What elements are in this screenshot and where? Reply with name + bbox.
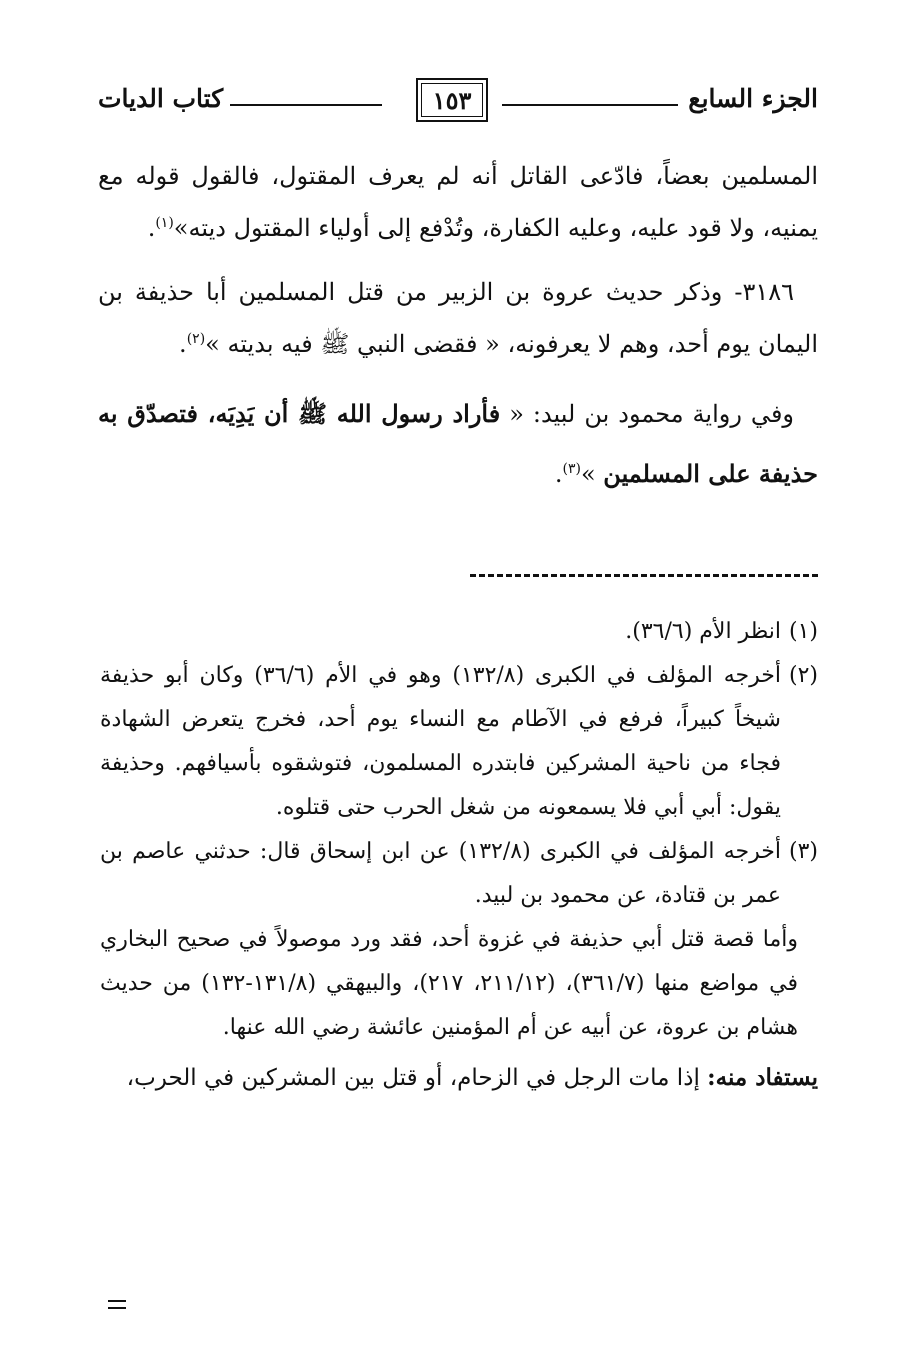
paragraph-2-text: ٣١٨٦- وذكر حديث عروة بن الزبير من قتل المسلمين أبا حذيفة بن اليمان يوم أحد، وهم لا يعرفونه، « فقضى النبي ﷺ فيه بديته » (98, 278, 818, 358)
paragraph-3-intro: وفي رواية محمود بن لبيد: « (500, 400, 795, 428)
footnote-1-number: (١) (788, 619, 818, 644)
footnote-ref-2[interactable]: (٢) (186, 331, 206, 347)
benefit-text: إذا مات الرجل في الزحام، أو قتل بين المشركين في الحرب، (126, 1065, 708, 1091)
footnote-1 (100, 610, 818, 654)
paragraph-3-close: » (580, 460, 604, 488)
footnote-separator (470, 574, 818, 577)
paragraph-1: المسلمين بعضاً، فادّعى القاتل أنه لم يعرف المقتول، فالقول قوله مع يمنيه، ولا قود عليه، وعليه الكفارة، وتُدْفع إلى أولياء المقتول ديته»$^{(١)}$. (98, 162, 818, 242)
footnote-2 (100, 654, 818, 830)
footnote-3-text: أخرجه المؤلف في الكبرى (١٣٢/٨) عن ابن إسحاق قال: حدثني عاصم بن عمر بن قتادة، عن محمود بن لبيد. (100, 839, 781, 908)
main-text (98, 150, 818, 504)
header-rule-left (230, 104, 382, 106)
footnote-2-number: (٢) (788, 663, 818, 688)
paragraph-1-text: المسلمين بعضاً، فادّعى القاتل أنه لم يعرف المقتول، فالقول قوله مع يمنيه، ولا قود عليه، وعليه الكفارة، وتُدْفع إلى أولياء المقتول ديته» (98, 162, 818, 242)
benefit-line (100, 1056, 818, 1100)
footnotes (100, 610, 818, 1123)
paragraph-mahmud-narration: وفي رواية محمود بن لبيد: « فأراد رسول الله ﷺ أن يَدِيَه، فتصدّق به حذيفة على المسلمين »$^{(٣)}$. (98, 399, 818, 488)
footnote-2-text: أخرجه المؤلف في الكبرى (١٣٢/٨) وهو في الأم (٣٦/٦) وكان أبو حذيفة شيخاً كبيراً، فرفع في الآطام مع النساء يوم أحد، فخرج يتعرض الشهادة فجاء من ناحية المشركين فابتدره المسلمون، فتوشقوه بأسيافهم. وحذيفة يقول: أبي أبي فلا يسمعونه من شغل الحرب حتى قتلوه. (100, 663, 781, 820)
footnote-ref-3[interactable]: (٣) (562, 461, 581, 477)
footnote-3 (100, 830, 818, 918)
header-rule-right (502, 104, 678, 106)
page-number: ١٥٣ (432, 85, 472, 115)
footnote-ref-1[interactable]: (١) (155, 215, 174, 231)
footnote-1-text: انظر الأم (٣٦/٦). (625, 619, 781, 644)
footnote-3-continuation: وأما قصة قتل أبي حذيفة في غزوة أحد، فقد ورد موصولاً في صحيح البخاري في مواضع منها (٣٦١/٧)، (٢١١/١٢، ٢١٧)، والبيهقي (١٣١/٨-١٣٢) من حديث هشام بن عروة، عن أبيه عن أم المؤمنين عائشة رضي الله عنها. (100, 927, 799, 1040)
volume-title: الجزء السابع (688, 84, 818, 113)
running-header (98, 70, 818, 126)
page-number-box (416, 78, 488, 122)
paragraph-hadith-3186: ٣١٨٦- وذكر حديث عروة بن الزبير من قتل المسلمين أبا حذيفة بن اليمان يوم أحد، وهم لا يعرفونه، « فقضى النبي ﷺ فيه بديته »$^{(٢)}$. (98, 278, 818, 358)
book-title: كتاب الديات (98, 84, 224, 113)
benefit-label: يستفاد منه: (707, 1064, 818, 1091)
footnote-3-number: (٣) (788, 839, 818, 864)
paragraph-3-bold-quote: فأراد رسول الله ﷺ أن يَدِيَه، فتصدّق به حذيفة على المسلمين (98, 399, 818, 488)
continuation-mark (108, 1300, 126, 1310)
